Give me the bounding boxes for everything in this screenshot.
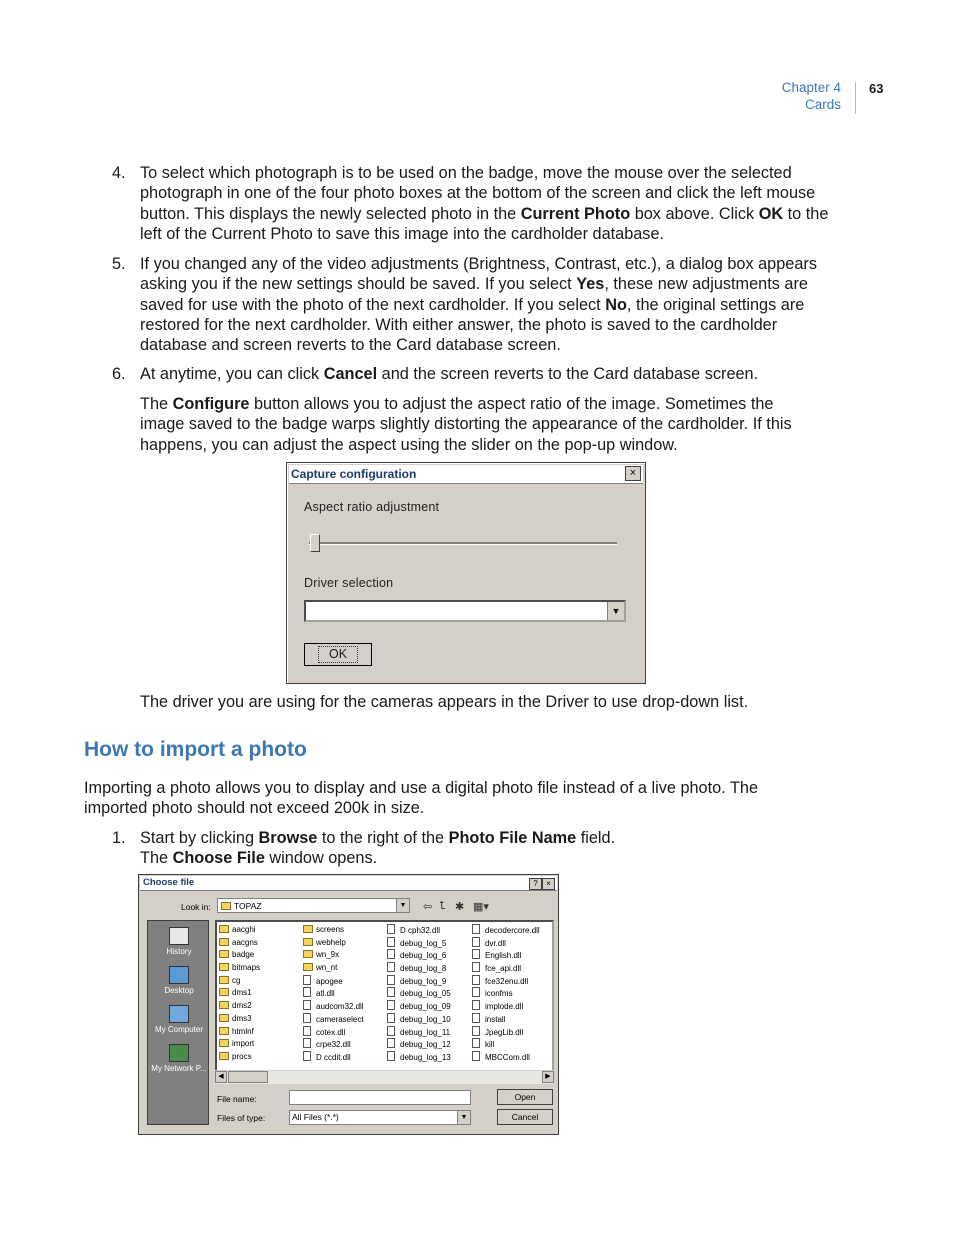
file-name: atl.dll <box>316 989 335 999</box>
places-bar <box>147 920 209 1125</box>
file-name: dms1 <box>232 988 252 998</box>
file-list-item[interactable] <box>219 924 260 937</box>
folder-icon <box>219 1039 229 1047</box>
file-list-item[interactable] <box>472 1038 540 1051</box>
look-in-label: Look in: <box>181 902 211 912</box>
file-name: debug_log_12 <box>400 1040 451 1050</box>
configure-paragraph: The Configure button allows you to adjust the aspect ratio of the image. Sometimes the image saved to the badge warps slightly distorting the appearance of the cardholder. If this happens, you can adjust the aspect using the slider on the pop-up window. <box>140 395 792 454</box>
file-name: install <box>485 1014 506 1024</box>
step-6-text: At anytime, you can click Cancel and the screen reverts to the Card database screen. <box>140 365 759 383</box>
file-list-item[interactable] <box>219 962 260 975</box>
aspect-ratio-slider-track[interactable] <box>309 542 617 545</box>
file-list-item[interactable] <box>472 924 540 937</box>
file-name: dms3 <box>232 1013 252 1023</box>
history-icon <box>169 927 189 945</box>
file-list-item[interactable] <box>303 937 364 950</box>
file-list-item[interactable] <box>219 1051 260 1064</box>
file-icon <box>303 1038 311 1048</box>
step-5-text: If you changed any of the video adjustments (Brightness, Contrast, etc.), a dialog box appears asking you if the new settings should be saved. If you select Yes, these new adjustments are saved for use with the photo of the next cardholder. If you select No, the original settings are restored for the next cardholder. With either answer, the photo is saved to the cardholder database and screen reverts to the Card database screen. <box>140 255 817 355</box>
place-my-network[interactable]: My Network P... <box>148 1044 210 1073</box>
file-name: debug_log_9 <box>400 976 447 986</box>
file-icon <box>303 1013 311 1023</box>
look-in-select[interactable] <box>217 898 410 913</box>
desktop-icon <box>169 966 189 984</box>
file-list-item[interactable] <box>387 962 451 975</box>
files-of-type-label: Files of type: <box>217 1113 266 1123</box>
file-list-item[interactable] <box>387 1038 451 1051</box>
file-name: D ccdit.dll <box>316 1052 351 1062</box>
file-list-item[interactable] <box>387 1013 451 1026</box>
file-icon <box>303 1000 311 1010</box>
file-icon <box>387 1013 395 1023</box>
file-icon <box>387 937 395 947</box>
file-icon <box>472 987 480 997</box>
back-icon[interactable]: ⇦ <box>423 901 433 913</box>
file-icon <box>387 949 395 959</box>
folder-icon <box>219 1014 229 1022</box>
file-name: debug_log_09 <box>400 1002 451 1012</box>
file-name: English.dll <box>485 951 522 961</box>
dialog-title: Capture configuration <box>289 465 643 484</box>
folder-icon <box>219 1001 229 1009</box>
file-icon <box>387 987 395 997</box>
file-list-item[interactable] <box>387 1026 451 1039</box>
up-folder-icon[interactable]: ⮤ <box>439 900 446 912</box>
file-name-input[interactable] <box>289 1090 471 1105</box>
file-name-label: File name: <box>217 1094 257 1104</box>
chevron-down-icon[interactable]: ▼ <box>457 1111 470 1124</box>
file-name: audcom32.dll <box>316 1002 364 1012</box>
import-paragraph: Importing a photo allows you to display and use a digital photo file instead of a live photo. The imported photo should not exceed 200k in size. <box>84 779 758 818</box>
file-list-item[interactable] <box>219 1013 260 1026</box>
file-list-item[interactable] <box>219 1026 260 1039</box>
file-list-item[interactable] <box>387 1000 451 1013</box>
aspect-ratio-label: Aspect ratio adjustment <box>304 500 440 514</box>
file-icon <box>387 975 395 985</box>
chevron-down-icon[interactable]: ▼ <box>607 602 624 620</box>
file-icon <box>303 975 311 985</box>
file-icon <box>303 1026 311 1036</box>
network-icon <box>169 1044 189 1062</box>
file-icon <box>472 1051 480 1061</box>
step-number: 6. <box>112 365 126 383</box>
header-divider <box>855 82 856 114</box>
file-name: webhelp <box>316 937 346 947</box>
file-name: cg <box>232 975 241 985</box>
help-icon[interactable]: ? <box>529 878 542 890</box>
file-icon <box>303 1051 311 1061</box>
step-4-text: To select which photograph is to be used on the badge, move the mouse over the selected photograph in one of the four photo boxes at the bottom of the screen and click the left mouse button. This displays the newly selected photo in the Current Photo box above. Click OK to the left of the Current Photo to save this image into the cardholder database. <box>140 164 829 243</box>
file-column <box>387 924 451 1064</box>
file-icon <box>472 924 480 934</box>
driver-selection-label: Driver selection <box>304 576 394 590</box>
folder-icon <box>219 925 229 933</box>
file-column <box>472 924 540 1064</box>
aspect-ratio-slider-thumb[interactable] <box>310 534 320 552</box>
scroll-right-icon[interactable]: ▶ <box>542 1071 554 1083</box>
file-list-item[interactable] <box>303 962 364 975</box>
place-my-computer[interactable]: My Computer <box>148 1005 210 1034</box>
file-list-item[interactable] <box>387 949 451 962</box>
place-desktop[interactable]: Desktop <box>148 966 210 995</box>
scroll-thumb[interactable] <box>228 1071 268 1083</box>
file-list-item[interactable] <box>219 1038 260 1051</box>
running-header <box>782 80 841 113</box>
file-name: dvr.dll <box>485 938 506 948</box>
file-list-item[interactable] <box>472 962 540 975</box>
file-list-item[interactable] <box>303 924 364 937</box>
file-list-item[interactable] <box>303 1051 364 1064</box>
page-number: 63 <box>869 81 884 96</box>
folder-icon <box>303 950 313 958</box>
choose-file-dialog <box>138 874 559 1135</box>
view-menu-icon[interactable]: ▦▾ <box>473 901 489 913</box>
file-list-item[interactable] <box>303 1026 364 1039</box>
folder-icon <box>219 950 229 958</box>
close-icon[interactable]: × <box>542 878 555 890</box>
folder-icon <box>219 1052 229 1060</box>
folder-icon <box>221 902 231 910</box>
file-name: dms2 <box>232 1001 252 1011</box>
chevron-down-icon[interactable]: ▼ <box>396 899 409 912</box>
folder-icon <box>219 938 229 946</box>
file-list-item[interactable] <box>303 975 364 988</box>
file-list-item[interactable] <box>303 1000 364 1013</box>
file-name: debug_log_05 <box>400 989 451 999</box>
file-name: screens <box>316 925 345 934</box>
file-icon <box>387 1000 395 1010</box>
file-list-item[interactable] <box>472 1000 540 1013</box>
section-label: Cards <box>804 96 841 112</box>
file-name: JpegLib.dll <box>485 1027 524 1037</box>
file-name: debug_log_8 <box>400 964 447 974</box>
file-list-item[interactable] <box>472 949 540 962</box>
file-name: import <box>232 1039 255 1049</box>
open-button[interactable]: Open <box>497 1089 553 1105</box>
file-list-item[interactable] <box>219 975 260 988</box>
file-name: htmlnf <box>232 1026 254 1036</box>
file-name: aacgns <box>232 937 258 947</box>
file-icon <box>387 1026 395 1036</box>
file-list-item[interactable] <box>303 1013 364 1026</box>
file-list-item[interactable] <box>387 1051 451 1064</box>
file-name: aacghi <box>232 925 256 934</box>
file-icon <box>472 937 480 947</box>
folder-icon <box>219 963 229 971</box>
file-list-item[interactable] <box>219 937 260 950</box>
horizontal-scrollbar[interactable] <box>215 1070 554 1084</box>
file-name: apogee <box>316 976 343 986</box>
step-number: 1. <box>112 829 126 847</box>
file-name: badge <box>232 950 255 960</box>
file-icon <box>472 1038 480 1048</box>
file-list-item[interactable] <box>472 937 540 950</box>
file-list-item[interactable] <box>387 987 451 1000</box>
file-list-item[interactable] <box>387 924 451 937</box>
file-name: D cph32.dll <box>400 926 441 935</box>
file-icon <box>387 1038 395 1048</box>
file-name: debug_log_10 <box>400 1014 451 1024</box>
file-icon <box>387 1051 395 1061</box>
file-name: MBCCom.dll <box>485 1052 530 1062</box>
import-step-1-text: Start by clicking Browse to the right of the Photo File Name field. The Choose File window opens. <box>140 829 616 868</box>
file-icon <box>303 987 311 997</box>
file-list-item[interactable] <box>219 1000 260 1013</box>
dialog-title: Choose file <box>140 876 557 891</box>
file-name: fce32enu.dll <box>485 976 529 986</box>
file-name: procs <box>232 1051 252 1061</box>
step-number: 5. <box>112 255 126 273</box>
files-of-type-value: All Files (*.*) <box>292 1112 339 1122</box>
file-icon <box>472 962 480 972</box>
file-name: wn_nt <box>316 963 338 973</box>
file-list-item[interactable] <box>472 975 540 988</box>
chapter-label: Chapter 4 <box>781 80 841 95</box>
file-list-item[interactable] <box>472 1051 540 1064</box>
folder-icon <box>303 925 313 933</box>
file-list[interactable] <box>215 920 554 1083</box>
file-list-item[interactable] <box>303 987 364 1000</box>
file-icon <box>472 1000 480 1010</box>
files-of-type-select[interactable] <box>289 1110 471 1125</box>
file-icon <box>472 949 480 959</box>
file-list-item[interactable] <box>472 987 540 1000</box>
ok-button[interactable]: OK <box>304 643 372 666</box>
folder-icon <box>303 938 313 946</box>
capture-configuration-dialog <box>286 462 646 684</box>
file-name: kill <box>485 1040 495 1050</box>
file-icon <box>472 1013 480 1023</box>
file-list-item[interactable] <box>303 949 364 962</box>
close-icon[interactable]: × <box>625 466 641 481</box>
file-name: debug_log_11 <box>400 1027 451 1037</box>
folder-icon <box>219 1027 229 1035</box>
file-icon <box>387 924 395 934</box>
file-name: debug_log_6 <box>400 951 447 961</box>
file-icon <box>472 975 480 985</box>
file-list-item[interactable] <box>472 1013 540 1026</box>
new-folder-icon[interactable]: ✱ <box>455 901 465 913</box>
file-column <box>219 924 260 1064</box>
scroll-left-icon[interactable]: ◀ <box>215 1071 227 1083</box>
file-list-item[interactable] <box>303 1038 364 1051</box>
file-list-item[interactable] <box>387 937 451 950</box>
file-name: fce_api.dll <box>485 964 522 974</box>
file-name: debug_log_5 <box>400 938 447 948</box>
file-list-item[interactable] <box>472 1026 540 1039</box>
place-history[interactable]: History <box>148 927 210 956</box>
folder-icon <box>303 963 313 971</box>
driver-select[interactable] <box>304 600 626 622</box>
folder-icon <box>219 988 229 996</box>
step-number: 4. <box>112 164 126 182</box>
file-name: debug_log_13 <box>400 1052 451 1062</box>
section-heading: How to import a photo <box>84 738 307 761</box>
file-name: iconfms <box>485 989 513 999</box>
file-list-item[interactable] <box>219 987 260 1000</box>
file-list-item[interactable] <box>219 949 260 962</box>
look-in-value: TOPAZ <box>234 901 262 911</box>
file-name: wn_9x <box>316 950 340 960</box>
file-name: implode.dll <box>485 1002 524 1012</box>
computer-icon <box>169 1005 189 1023</box>
file-icon <box>472 1026 480 1036</box>
folder-icon <box>219 976 229 984</box>
file-name: decodercore.dll <box>485 926 540 935</box>
driver-note: The driver you are using for the cameras appears in the Driver to use drop-down list. <box>140 693 749 711</box>
file-name: bitmaps <box>232 963 261 973</box>
file-name: crpe32.dll <box>316 1040 351 1050</box>
file-column <box>303 924 364 1064</box>
file-name: cotex.dll <box>316 1027 346 1037</box>
file-icon <box>387 962 395 972</box>
file-list-item[interactable] <box>387 975 451 988</box>
cancel-button[interactable]: Cancel <box>497 1109 553 1125</box>
file-name: cameraselect <box>316 1014 364 1024</box>
